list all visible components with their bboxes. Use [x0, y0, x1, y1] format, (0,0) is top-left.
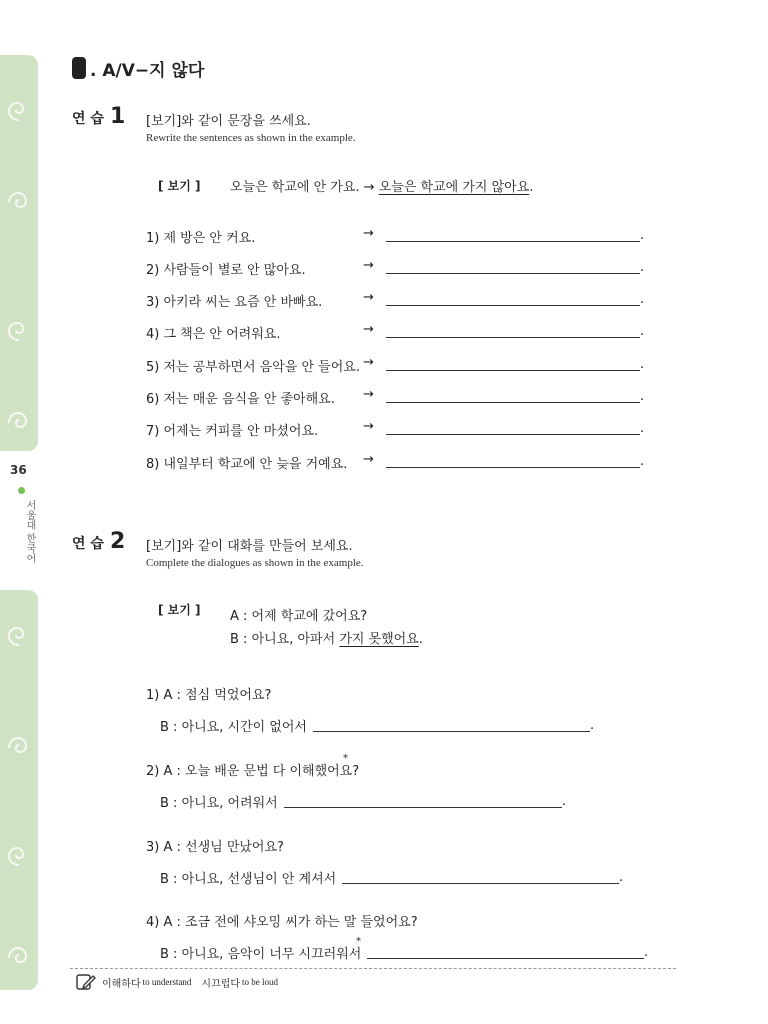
footnote-divider — [70, 968, 676, 969]
swirl-ornament-icon — [4, 620, 34, 650]
period: . — [619, 870, 624, 885]
vocab-word-1: 이해하다 — [102, 978, 141, 990]
example-b-answer: 가지 못했어요 — [339, 632, 419, 647]
exercise-1-item-1: 1) 제 방은 안 커요. — [146, 231, 256, 246]
dialogue-3-answer: B : 아니요, 선생님이 안 계셔서 — [160, 872, 337, 887]
answer-blank-4[interactable] — [386, 323, 640, 338]
arrow-icon: → — [363, 387, 374, 402]
exercise-label-text: 연 습 — [72, 536, 104, 552]
arrow-icon: → — [363, 290, 374, 305]
section-heading — [72, 55, 204, 81]
swirl-ornament-icon — [4, 405, 34, 435]
swirl-ornament-icon — [4, 185, 34, 215]
period: . — [640, 454, 645, 469]
answer-blank-7[interactable] — [386, 420, 640, 435]
example-dialogue-b — [230, 628, 423, 647]
example-sentence — [230, 176, 533, 195]
example-b-prefix: B : 아니요, 아파서 — [230, 632, 340, 647]
exercise-number: 1 — [109, 104, 126, 129]
period: . — [640, 324, 645, 339]
exercise-1-item-4: 4) 그 책은 안 어려워요. — [146, 327, 281, 342]
exercise-1-instruction-ko: [보기]와 같이 문장을 쓰세요. — [146, 114, 311, 129]
answer-blank-3[interactable] — [386, 291, 640, 306]
exercise-1-item-5: 5) 저는 공부하면서 음악을 안 들어요. — [146, 360, 360, 375]
pencil-note-icon — [76, 973, 96, 991]
section-number-badge — [72, 57, 86, 79]
decorative-side-tab-top — [0, 55, 38, 451]
example-period: . — [418, 632, 423, 647]
dialogue-1-answer: B : 아니요, 시간이 없어서 — [160, 720, 307, 735]
answer-blank-6[interactable] — [386, 388, 640, 403]
dialogue-answer-blank-4[interactable] — [367, 944, 644, 959]
exercise-1-label — [72, 106, 125, 128]
example-period: . — [529, 180, 534, 195]
arrow-icon: → — [363, 452, 374, 467]
exercise-2-instruction-ko: [보기]와 같이 대화를 만들어 보세요. — [146, 539, 353, 554]
book-title: 서울대 한국어 — [24, 500, 35, 564]
arrow-icon: → — [363, 258, 374, 273]
exercise-label-text: 연 습 — [72, 111, 104, 127]
decorative-side-tab-bottom — [0, 590, 38, 990]
period: . — [640, 389, 645, 404]
dialogue-3-question: 3) A : 선생님 만났어요? — [146, 840, 284, 855]
answer-blank-2[interactable] — [386, 259, 640, 274]
exercise-1-item-3: 3) 아키라 씨는 요즘 안 바빠요. — [146, 295, 323, 310]
answer-blank-8[interactable] — [386, 453, 640, 468]
vocab-word-1-meaning: to understand — [142, 977, 192, 987]
dialogue-answer-blank-3[interactable] — [342, 869, 619, 884]
swirl-ornament-icon — [4, 315, 34, 345]
vocab-word-2: 시끄럽다 — [201, 978, 241, 990]
swirl-ornament-icon — [4, 840, 34, 870]
section-heading-text: . A/V−지 않다 — [90, 60, 205, 81]
vocabulary-star-marker: * — [343, 753, 348, 764]
period: . — [640, 357, 645, 372]
example-answer: 오늘은 학교에 가지 않아요 — [378, 180, 530, 195]
vocabulary-star-marker: * — [356, 936, 361, 947]
example-question: 오늘은 학교에 안 가요. → — [230, 180, 379, 195]
period: . — [562, 794, 567, 809]
exercise-1-item-6: 6) 저는 매운 음식을 안 좋아해요. — [146, 392, 335, 407]
exercise-1-instruction-en: Rewrite the sentences as shown in the example. — [146, 132, 356, 144]
arrow-icon: → — [363, 226, 374, 241]
exercise-1-item-7: 7) 어제는 커피를 안 마셨어요. — [146, 424, 319, 439]
dialogue-4-question: 4) A : 조금 전에 샤오밍 씨가 하는 말 들었어요? — [146, 915, 418, 930]
swirl-ornament-icon — [4, 940, 34, 970]
answer-blank-5[interactable] — [386, 356, 640, 371]
arrow-icon: → — [363, 355, 374, 370]
answer-blank-1[interactable] — [386, 227, 640, 242]
dialogue-answer-blank-2[interactable] — [284, 793, 562, 808]
period: . — [640, 228, 645, 243]
vocab-word-2-meaning: to be loud — [242, 977, 279, 987]
exercise-number: 2 — [109, 529, 126, 554]
period: . — [644, 945, 649, 960]
example-tag: [ 보기 ] — [158, 179, 201, 193]
dialogue-4-answer: B : 아니요, 음악이 너무 시끄러워서 — [160, 947, 362, 962]
period: . — [640, 260, 645, 275]
vocabulary-footnote — [76, 972, 278, 992]
period: . — [640, 421, 645, 436]
exercise-1-item-8: 8) 내일부터 학교에 안 늦을 거예요. — [146, 457, 348, 472]
dialogue-1-question: 1) A : 점심 먹었어요? — [146, 688, 272, 703]
dialogue-2-question: 2) A : 오늘 배운 문법 다 이해했어요? — [146, 764, 360, 779]
dialogue-answer-blank-1[interactable] — [313, 717, 590, 732]
arrow-icon: → — [363, 419, 374, 434]
arrow-icon: → — [363, 322, 374, 337]
dialogue-2-answer: B : 아니요, 어려워서 — [160, 796, 278, 811]
exercise-1-item-2: 2) 사람들이 별로 안 많아요. — [146, 263, 306, 278]
example-dialogue-a: A : 어제 학교에 갔어요? — [230, 609, 368, 624]
exercise-2-instruction-en: Complete the dialogues as shown in the example. — [146, 557, 364, 569]
period: . — [590, 718, 595, 733]
swirl-ornament-icon — [4, 730, 34, 760]
example-tag: [ 보기 ] — [158, 603, 201, 617]
page-marker-dot — [18, 487, 25, 494]
exercise-2-label — [72, 531, 125, 553]
swirl-ornament-icon — [4, 95, 34, 125]
period: . — [640, 292, 645, 307]
page-number: 36 — [10, 463, 27, 477]
